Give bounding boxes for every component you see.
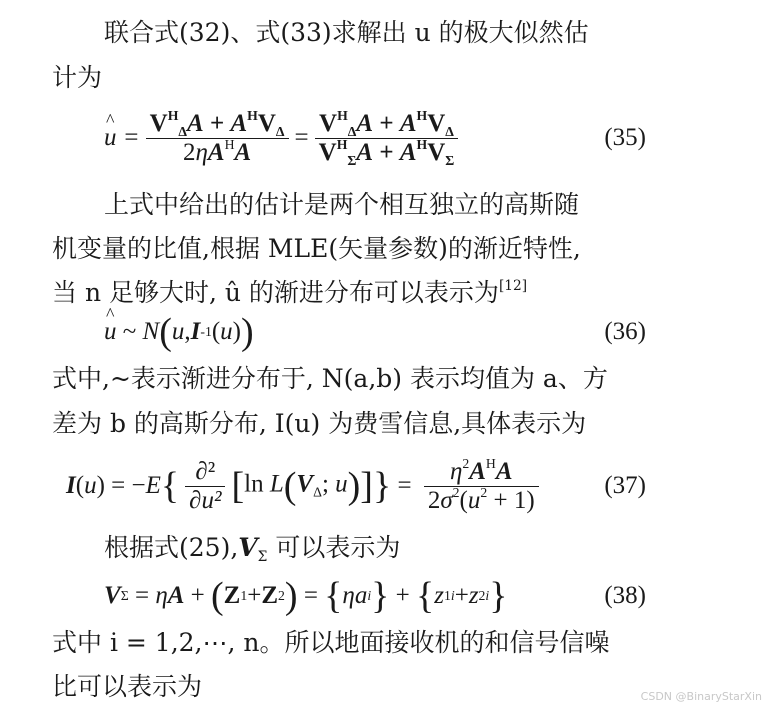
eq37-rhs-num: $\eta^2A^HA$ <box>449 455 513 485</box>
eq37-inner-num: ∂² <box>195 457 216 485</box>
paragraph-2-line-2 <box>0 232 772 266</box>
equation-35 <box>0 108 772 168</box>
equation-38-body: V Σ = η A + ( Z 1 + Z 2 ) = { ηa i } + { z 1i + z 2i } <box>104 575 508 617</box>
text: 式中 i = 1,2,⋯, n。所以地面接收机的和信号信噪 <box>52 628 610 657</box>
equation-37-body: I(u) = −E { $\frac{\text{∂²}}{\text{∂u²}}$ [ $\ln L(V_\Delta$; u) ] } = $\frac{\eta^2A^HA}{2\sigma^2(u^2 + 1)}$ <box>66 456 545 516</box>
right-brace: } <box>372 465 392 507</box>
paragraph-2-line-1 <box>0 188 772 222</box>
eq35-lhs: ^ u = <box>104 124 140 152</box>
left-brace: { <box>160 465 180 507</box>
eq35-den2: $V^H_\Sigma A + A^HV_\Sigma$ <box>318 136 455 168</box>
equation-37 <box>0 456 772 516</box>
equation-36-body: ^ u ~ N ( u , I -1 ( u ) ) <box>104 302 254 362</box>
eq37-inner-den: ∂u² <box>189 486 222 514</box>
eq35-fraction-2 <box>315 107 459 168</box>
left-bracket: [ <box>231 465 245 507</box>
text: 当 n 足够大时, û 的渐进分布可以表示为 <box>52 278 499 307</box>
eq37-derivative <box>185 458 225 515</box>
paragraph-1-line-1 <box>0 16 772 50</box>
text: 机变量的比值,根据 MLE(矢量参数)的渐近特性, <box>52 234 581 263</box>
citation-ref: [12] <box>498 278 528 294</box>
text: 上式中给出的估计是两个相互独立的高斯随 <box>104 190 580 219</box>
paragraph-4-line-1: 根据式$(25),V_\Sigma$ 可以表示为 <box>104 533 401 565</box>
paragraph-1-line-2 <box>0 61 772 95</box>
equation-35-body <box>104 108 464 168</box>
eq37-rhs <box>424 455 539 515</box>
eq37-log: $\ln L(V_\Delta$; u) <box>244 465 361 507</box>
paragraph-5-line-1 <box>0 626 772 660</box>
text: 根据式(25), <box>104 533 239 562</box>
right-bracket: ] <box>360 465 373 507</box>
eq37-lhs: I(u) = −E <box>66 472 161 499</box>
equation-36-number: (36) <box>604 318 646 345</box>
equation-38-number: (38) <box>604 582 646 609</box>
eq35-fraction-1 <box>146 107 289 167</box>
eq35-den1: $2\eta A^HA$ <box>182 136 252 166</box>
equation-36 <box>0 302 772 362</box>
eq35-num1: $V^H_\Delta A + A^HV_\Delta$ <box>149 107 285 139</box>
equation-35-number: (35) <box>604 124 646 151</box>
text: 式中,~表示渐进分布于, N(a,b) 表示均值为 a、方 <box>52 364 608 393</box>
text: 计为 <box>52 63 103 92</box>
eq37-rhs-den: $2\sigma^2(u^2 + 1)$ <box>427 484 535 514</box>
equation-37-number: (37) <box>604 472 646 499</box>
equals-sign: = <box>294 124 309 151</box>
paragraph-3-line-2 <box>0 407 772 441</box>
text: 联合式(32)、式(33)求解出 u 的极大似然估 <box>104 18 589 47</box>
text: 比可以表示为 <box>52 672 203 701</box>
paragraph-3-line-1 <box>0 362 772 396</box>
equation-38 <box>0 566 772 626</box>
text: 差为 b 的高斯分布, I(u) 为费雪信息,具体表示为 <box>52 409 587 438</box>
eq35-num2: $V^H_\Delta A + A^HV_\Delta$ <box>319 107 454 139</box>
text: 可以表示为 <box>267 533 401 562</box>
csdn-watermark: CSDN @BinaryStarXin <box>640 690 762 703</box>
